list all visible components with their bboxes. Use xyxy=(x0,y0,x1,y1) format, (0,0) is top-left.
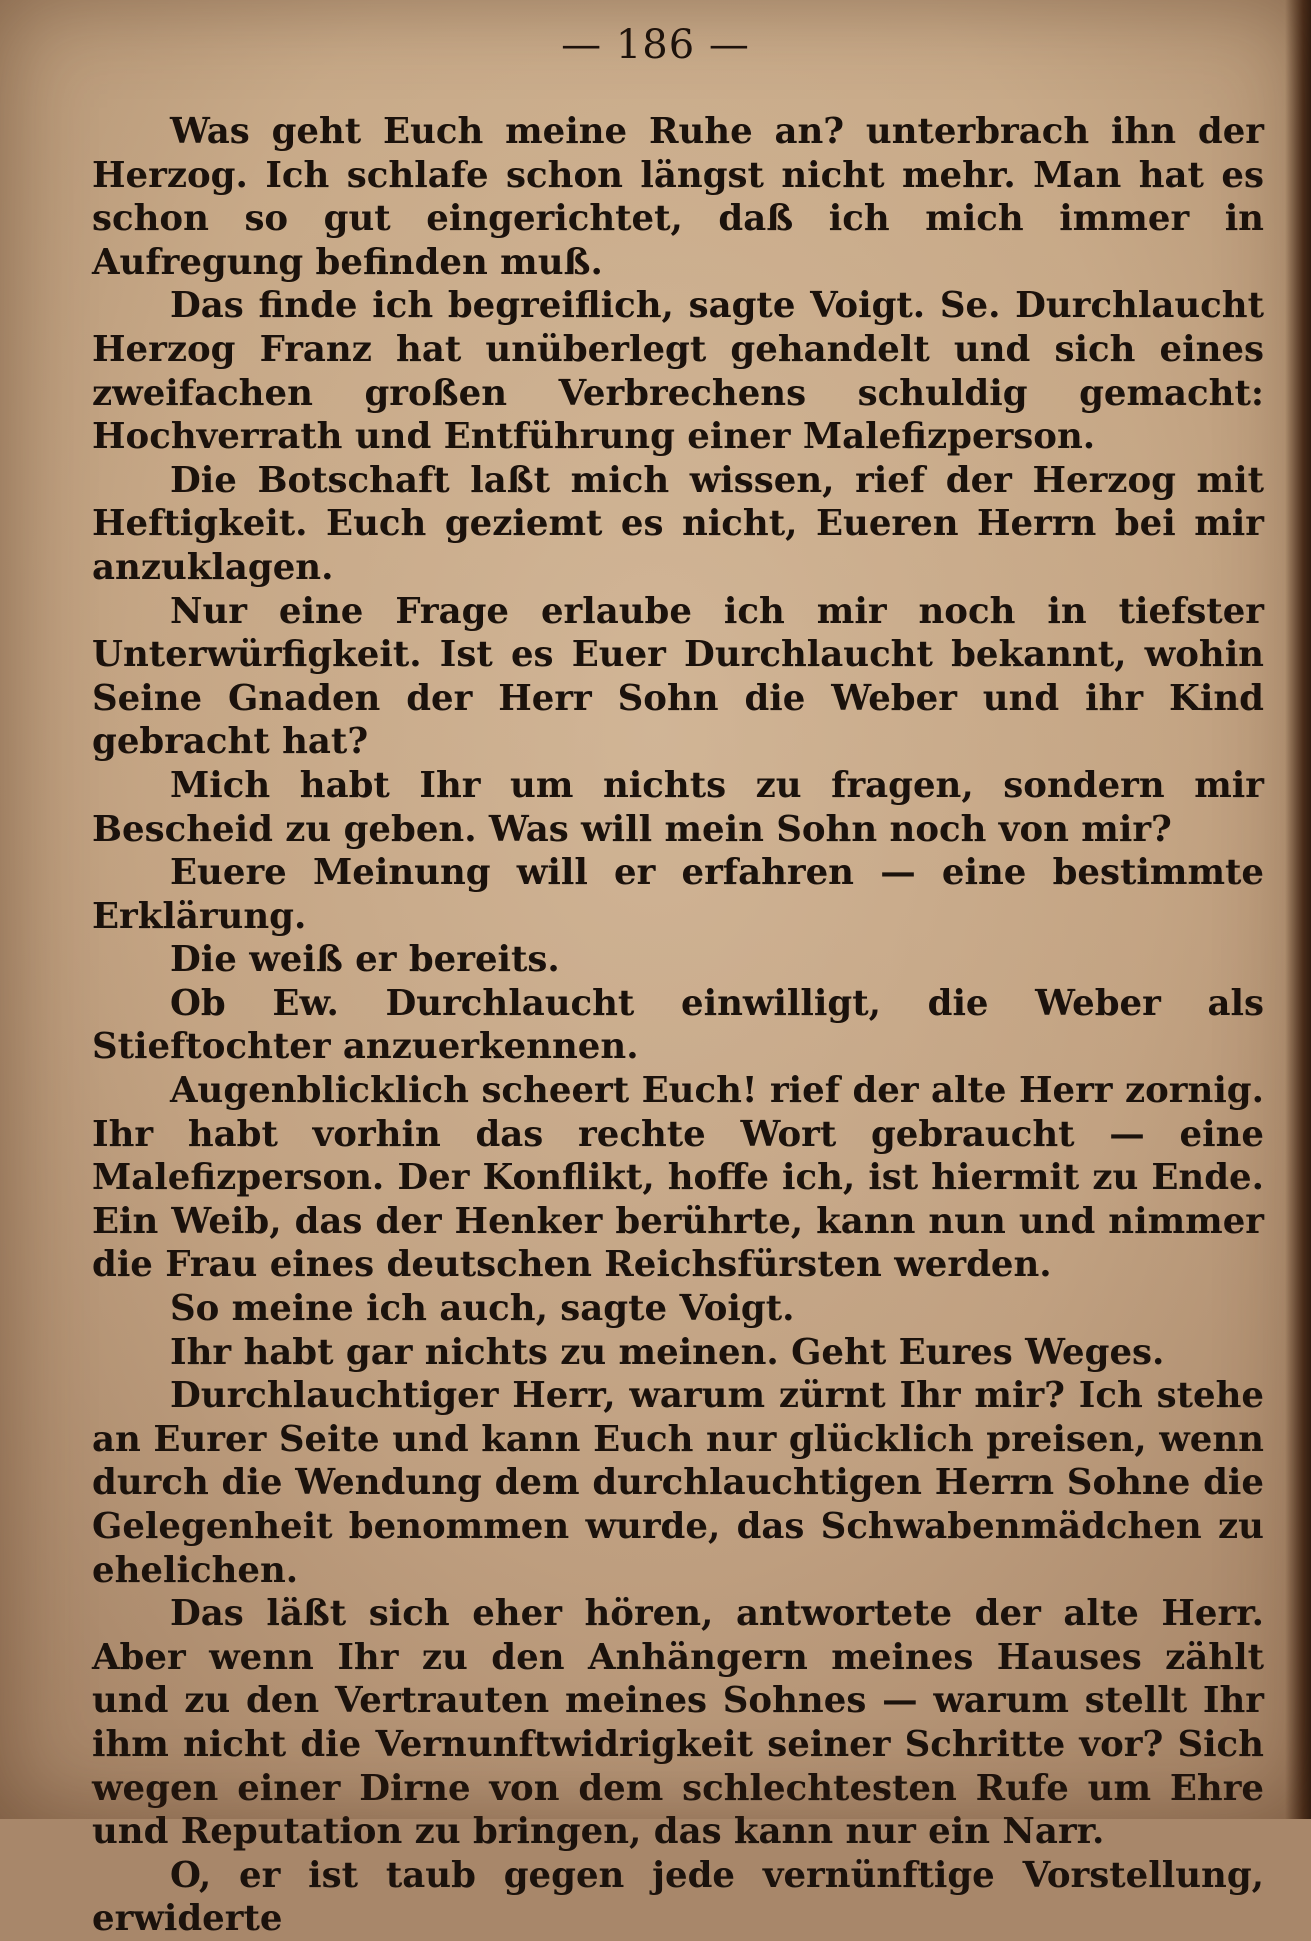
paragraph: Die weiß er bereits. xyxy=(170,939,560,981)
paragraph: Was geht Euch meine Ruhe an? unterbrach ihn der Herzog. Ich schlafe schon längst nicht mehr. Man hat es schon so gut eingerichtet, daß ich mich immer in Aufregung befinden muß. xyxy=(92,111,1264,283)
paragraph: Das läßt sich eher hören, antwortete der alte Herr. Aber wenn Ihr zu den Anhängern meines Hauses zählt und zu den Vertrauten meines Sohnes — warum stellt Ihr ihm nicht die Vernunftwidrigkeit seiner Schritte vor? Sich wegen einer Dirne von dem schlechtesten Rufe um Ehre und Reputation zu bringen, das kann nur ein Narr. xyxy=(92,1593,1264,1853)
paragraph: Mich habt Ihr um nichts zu fragen, sondern mir Bescheid zu geben. Was will mein Sohn noch von mir? xyxy=(92,764,1264,850)
paragraph: Die Botschaft laßt mich wissen, rief der Herzog mit Heftigkeit. Euch geziemt es nicht, Eueren Herrn bei mir anzuklagen. xyxy=(92,459,1264,588)
paragraph: Ihr habt gar nichts zu meinen. Geht Eures Weges. xyxy=(170,1331,1165,1373)
paragraph: Nur eine Frage erlaube ich mir noch in tiefster Unterwürfigkeit. Ist es Euer Durchlaucht bekannt, wohin Seine Gnaden der Herr Sohn die Weber und ihr Kind gebracht hat? xyxy=(92,590,1264,763)
paragraph: So meine ich auch, sagte Voigt. xyxy=(170,1288,795,1330)
paragraph: O, er ist taub gegen jede vernünftige Vorstellung, erwiderte xyxy=(92,1854,1264,1940)
page-edge-shadow xyxy=(1285,0,1311,1819)
paragraph: Augenblicklich scheert Euch! rief der alte Herr zornig. Ihr habt vorhin das rechte Wort gebraucht — eine Malefizperson. Der Konflikt, hoffe ich, ist hiermit zu Ende. Ein Weib, das der Henker berührte, kann nun und nimmer die Frau eines deutschen Reichsfürsten werden. xyxy=(92,1070,1264,1286)
paragraph: Euere Meinung will er erfahren — eine bestimmte Erklärung. xyxy=(92,852,1264,937)
page-number: — 186 — xyxy=(561,22,750,68)
body-text xyxy=(92,110,1264,1941)
paragraph: Ob Ew. Durchlaucht einwilligt, die Weber als Stieftochter anzuerkennen. xyxy=(92,982,1264,1068)
paragraph: Durchlauchtiger Herr, warum zürnt Ihr mir? Ich stehe an Eurer Seite und kann Euch nur glücklich preisen, wenn durch die Wendung dem durchlauchtigen Herrn Sohne die Gelegenheit benommen wurde, das Schwabenmädchen zu ehelichen. xyxy=(92,1375,1264,1591)
paragraph: Das finde ich begreiflich, sagte Voigt. Se. Durchlaucht Herzog Franz hat unüberlegt gehandelt und sich eines zweifachen großen Verbrechens schuldig gemacht: Hochverrath und Entführung einer Malefizperson. xyxy=(92,285,1264,458)
